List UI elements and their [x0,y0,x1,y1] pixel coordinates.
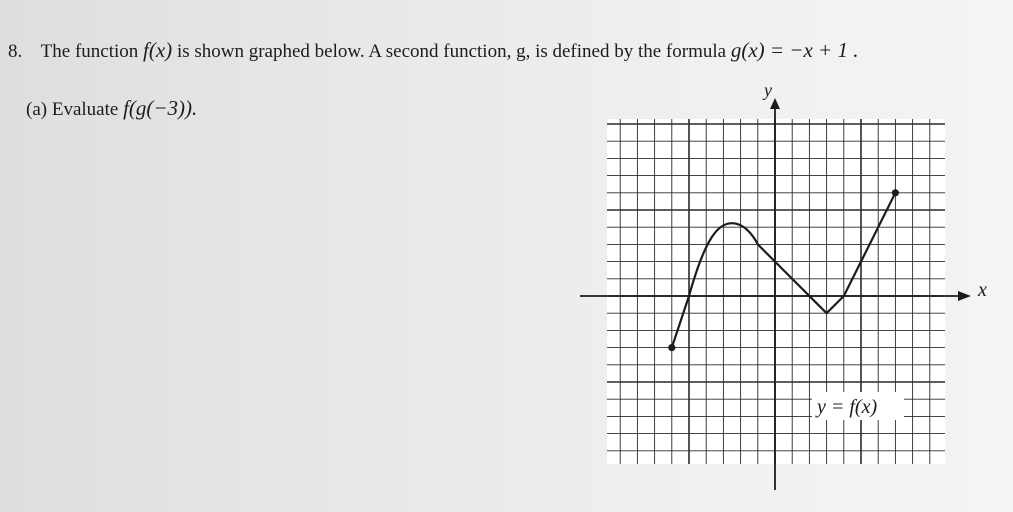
question-text-middle: is shown graphed below. A second function, g, is defined by the formula [176,41,727,62]
question-text-before: The function [40,41,139,62]
y-axis-label: y [764,80,772,100]
x-axis-arrow [958,291,971,301]
part-a-label: (a) Evaluate [26,99,119,120]
graph-f [580,72,1000,497]
g-formula: g(x) = −x + 1 . [730,38,859,62]
endpoint-dot [892,189,899,196]
part-a [26,96,197,121]
part-a-expression: f(g(−3)). [123,96,198,120]
x-axis-label: x [978,279,987,301]
curve-label: y = f(x) [817,396,878,418]
question-number: 8. [8,41,23,62]
question-line [8,38,858,63]
f-of-x: f(x) [143,38,173,62]
endpoint-dot [668,344,675,351]
